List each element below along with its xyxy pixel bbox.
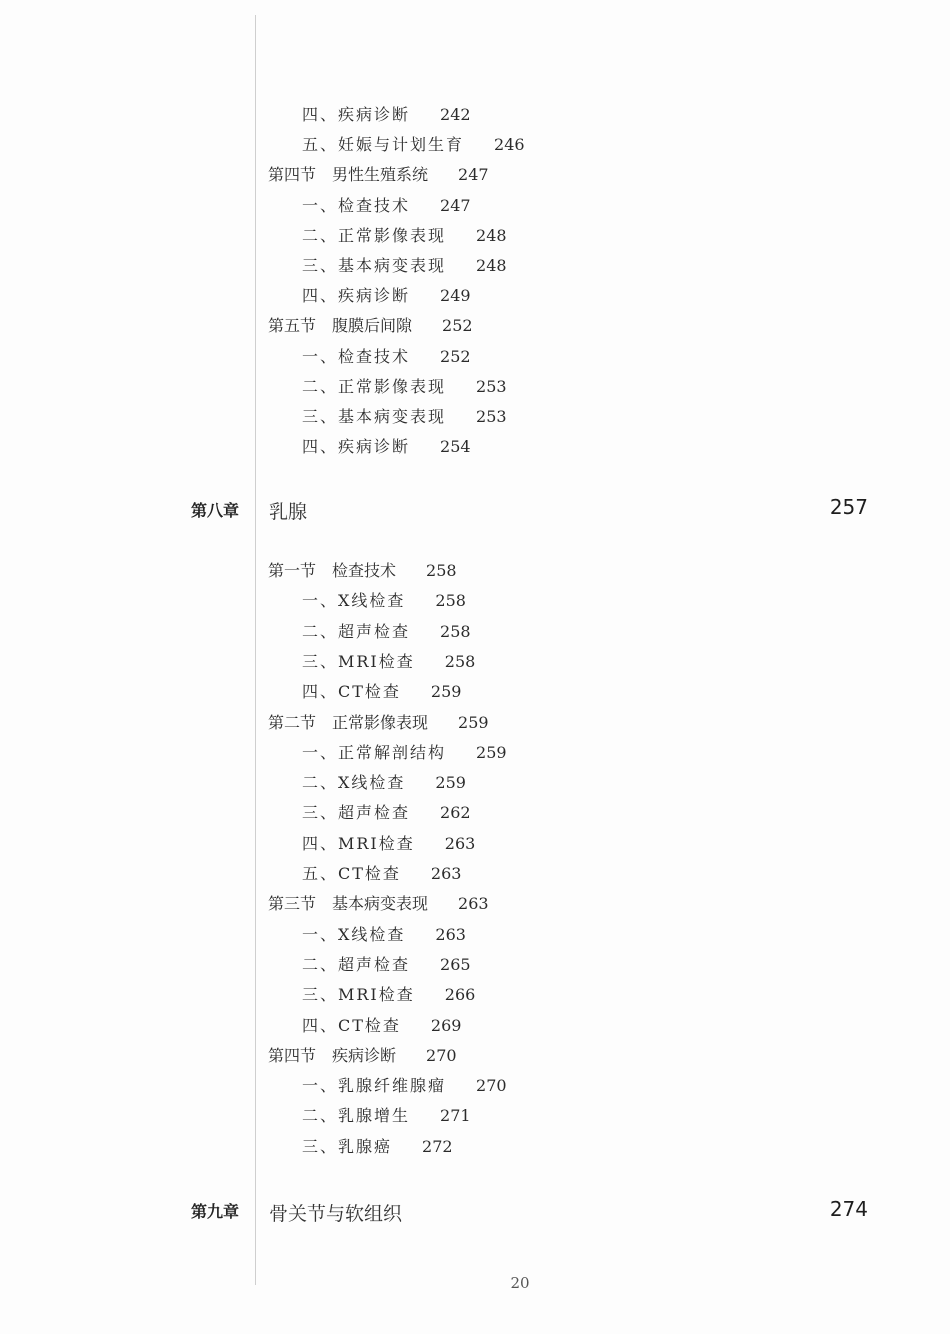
toc-subsection-entry: [302, 1137, 453, 1157]
toc-entry-page: 252: [442, 316, 473, 336]
toc-entry-page: 247: [458, 165, 489, 185]
toc-subsection-entry: [302, 226, 507, 246]
toc-entry-label: 第三节 基本病变表现: [268, 894, 429, 914]
toc-entry-page: 265: [440, 954, 471, 974]
toc-entry-page: 263: [435, 924, 466, 944]
toc-section-entry: [268, 1046, 457, 1066]
toc-entry-label: 一、检查技术: [302, 195, 411, 215]
page-number: 20: [510, 1274, 530, 1292]
toc-subsection-entry: [302, 955, 471, 975]
toc-subsection-entry: [302, 105, 471, 125]
toc-section-entry: [268, 316, 473, 336]
toc-subsection-entry: [302, 196, 471, 216]
toc-entry-page: 246: [494, 135, 525, 155]
toc-entry-page: 271: [440, 1106, 471, 1126]
toc-entry-page: 253: [476, 407, 507, 426]
toc-subsection-entry: [302, 773, 466, 793]
toc-entry-page: 266: [444, 985, 476, 1005]
toc-entry-page: 248: [476, 225, 507, 245]
chapter-9-title: 骨关节与软组织: [269, 1203, 403, 1225]
toc-entry-page: 263: [444, 833, 476, 853]
toc-entry-page: 258: [440, 621, 471, 641]
toc-entry-label: 二、正常影像表现: [302, 376, 447, 396]
toc-subsection-entry: [302, 1076, 507, 1096]
toc-entry-label: 四、CT检查: [302, 1015, 401, 1035]
toc-entry-label: 第四节 男性生殖系统: [268, 165, 429, 185]
toc-entry-label: 二、正常影像表现: [302, 225, 447, 245]
toc-subsection-entry: [302, 803, 471, 823]
toc-entry-label: 第五节 腹膜后间隙: [268, 316, 413, 336]
chapter-8-page: 257: [829, 495, 868, 519]
toc-entry-page: 270: [476, 1076, 507, 1096]
toc-subsection-entry: [302, 985, 475, 1005]
toc-entry-label: 二、超声检查: [302, 621, 411, 641]
toc-entry-page: 259: [476, 742, 507, 762]
chapter-9-page: 274: [829, 1197, 868, 1221]
toc-subsection-entry: [302, 864, 461, 884]
toc-subsection-entry: [302, 377, 507, 397]
toc-entry-label: 三、MRI检查: [302, 651, 415, 671]
toc-entry-page: 259: [430, 682, 462, 702]
toc-entry-label: 二、乳腺增生: [302, 1106, 411, 1126]
toc-subsection-entry: [302, 834, 475, 854]
toc-entry-page: 253: [476, 376, 507, 396]
chapter-8-number: 第八章: [191, 501, 240, 520]
toc-entry-label: 三、MRI检查: [302, 985, 415, 1005]
toc-entry-label: 三、乳腺癌: [302, 1136, 393, 1156]
toc-entry-label: 第一节 检查技术: [268, 561, 397, 580]
toc-entry-label: 一、X线检查: [302, 924, 406, 944]
toc-subsection-entry: [302, 407, 507, 427]
chapter-9-number: 第九章: [191, 1202, 240, 1221]
toc-entry-page: 248: [476, 256, 507, 275]
toc-entry-label: 二、超声检查: [302, 954, 411, 974]
toc-subsection-entry: [302, 1106, 471, 1126]
toc-entry-label: 三、基本病变表现: [302, 407, 447, 426]
toc-entry-label: 四、疾病诊断: [302, 286, 411, 306]
toc-entry-label: 第二节 正常影像表现: [268, 712, 429, 732]
toc-entry-label: 五、CT检查: [302, 864, 401, 883]
toc-entry-page: 263: [458, 894, 489, 914]
toc-entry-page: 252: [440, 346, 471, 366]
toc-entry-page: 259: [458, 712, 489, 732]
toc-subsection-entry: [302, 591, 466, 611]
toc-entry-label: 五、妊娠与计划生育: [302, 135, 465, 155]
toc-subsection-entry: [302, 1016, 461, 1036]
toc-entry-label: 四、MRI检查: [302, 833, 415, 853]
toc-subsection-entry: [302, 622, 471, 642]
toc-section-entry: [268, 561, 457, 581]
toc-subsection-entry: [302, 682, 461, 702]
toc-entry-page: 269: [430, 1015, 462, 1035]
toc-entry-page: 263: [430, 864, 462, 883]
toc-entry-page: 254: [440, 437, 471, 457]
toc-entry-label: 第四节 疾病诊断: [268, 1045, 397, 1065]
toc-subsection-entry: [302, 652, 475, 672]
toc-subsection-entry: [302, 135, 525, 155]
toc-entry-label: 二、X线检查: [302, 773, 406, 793]
toc-entry-page: 258: [426, 561, 457, 580]
toc-entry-label: 三、超声检查: [302, 803, 411, 823]
margin-rule: [255, 15, 256, 1285]
toc-entry-label: 一、乳腺纤维腺瘤: [302, 1076, 447, 1096]
toc-entry-label: 三、基本病变表现: [302, 256, 447, 275]
toc-entry-page: 259: [435, 773, 466, 793]
toc-section-entry: [268, 894, 489, 914]
toc-subsection-entry: [302, 347, 471, 367]
toc-entry-page: 258: [444, 651, 476, 671]
toc-entry-label: 四、CT检查: [302, 682, 401, 702]
chapter-8-title: 乳腺: [269, 501, 308, 523]
toc-entry-label: 四、疾病诊断: [302, 105, 411, 124]
toc-entry-page: 258: [435, 591, 466, 611]
toc-section-entry: [268, 713, 489, 733]
toc-entry-page: 270: [426, 1045, 457, 1065]
toc-entry-page: 242: [440, 105, 471, 124]
toc-entry-page: 249: [440, 286, 471, 306]
toc-section-entry: [268, 165, 489, 185]
toc-entry-label: 一、正常解剖结构: [302, 742, 447, 762]
toc-entry-label: 一、X线检查: [302, 591, 406, 611]
toc-entry-page: 272: [422, 1136, 453, 1156]
toc-entry-page: 262: [440, 803, 471, 823]
toc-entry-label: 四、疾病诊断: [302, 437, 411, 457]
toc-entry-page: 247: [440, 195, 471, 215]
toc-subsection-entry: [302, 743, 507, 763]
toc-subsection-entry: [302, 286, 471, 306]
toc-subsection-entry: [302, 437, 471, 457]
toc-entry-label: 一、检查技术: [302, 346, 411, 366]
toc-subsection-entry: [302, 256, 507, 276]
toc-subsection-entry: [302, 925, 466, 945]
